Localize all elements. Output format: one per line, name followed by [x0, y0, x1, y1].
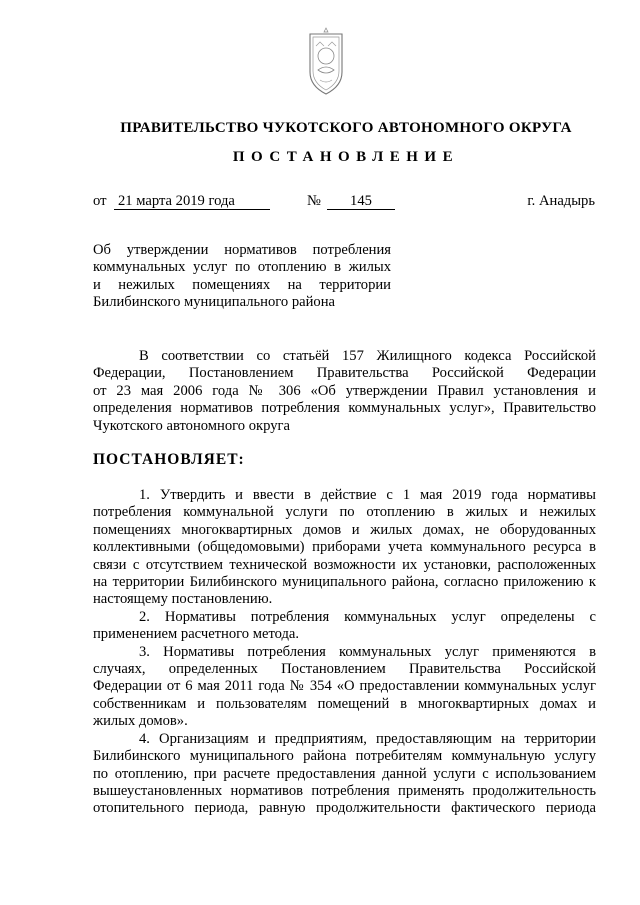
paragraph-line: вышеустановленных нормативов потребления применять продолжительность [93, 782, 596, 799]
paragraph-line: на территории Билибинского муниципального района, согласно приложению к [93, 574, 596, 591]
resolve-heading: ПОСТАНОВЛЯЕТ: [93, 451, 245, 468]
paragraph-line: помещениях многоквартирных домов и жилых домах, не оборудованных [93, 521, 596, 538]
preamble-line: Чукотского автономного округа [93, 417, 290, 434]
document-date: 21 марта 2019 года [114, 194, 270, 210]
paragraph-4 [93, 731, 596, 818]
paragraph-line: жилых домов». [93, 713, 188, 730]
paragraph-line: 1. Утвердить и ввести в действие с 1 мая 2019 года нормативы [139, 487, 596, 503]
number-sign: № [307, 193, 321, 209]
subject-block [93, 242, 391, 312]
subject-line: и нежилых помещениях на территории [93, 276, 391, 293]
document-city: г. Анадырь [527, 193, 595, 209]
government-title: ПРАВИТЕЛЬСТВО ЧУКОТСКОГО АВТОНОМНОГО ОКРУГА [120, 120, 572, 136]
preamble-line: В соответствии со статьёй 157 Жилищного кодекса Российской [139, 348, 596, 364]
paragraph-line: случаях, определенных Постановлением Правительства Российской [93, 661, 596, 678]
paragraph-1 [93, 487, 596, 609]
subject-line: Билибинского муниципального района [93, 294, 335, 311]
paragraph-line: по отоплению, при расчете предоставления данной услуги с использованием [93, 765, 596, 782]
document-meta-row [93, 193, 595, 213]
document-number: 145 [327, 194, 395, 210]
paragraph-2 [93, 609, 596, 644]
subject-line: Об утверждении нормативов потребления [93, 242, 391, 258]
coat-of-arms-emblem [304, 24, 348, 104]
paragraph-line: применением расчетного метода. [93, 626, 300, 643]
paragraph-line: отопительного периода, равную продолжительности фактического периода [93, 800, 596, 817]
paragraph-line: связи с отсутствием технической возможности их установки, расположенных [93, 556, 596, 573]
subject-line: коммунальных услуг по отоплению в жилых [93, 259, 391, 276]
preamble-paragraph [93, 348, 596, 435]
preamble-line: определения нормативов потребления коммунальных услуг», Правительство [93, 400, 596, 417]
paragraph-line: 3. Нормативы потребления коммунальных услуг применяются в [139, 643, 596, 660]
document-body [93, 487, 596, 818]
document-type-heading: ПОСТАНОВЛЕНИЕ [232, 149, 460, 165]
date-prefix: от [93, 193, 107, 209]
number-field [327, 193, 395, 210]
paragraph-3 [93, 644, 596, 731]
paragraph-line: 2. Нормативы потребления коммунальных услуг определены с [139, 608, 596, 625]
paragraph-line: потребления коммунальной услуги по отоплению в жилых и нежилых [93, 504, 596, 521]
paragraph-line: собственникам и пользователям помещений в многоквартирных домах и [93, 695, 596, 712]
date-field [114, 193, 270, 210]
paragraph-line: Федерации от 6 мая 2011 года № 354 «О предоставлении коммунальных услуг [93, 678, 596, 695]
preamble-line: Федерации, Постановлением Правительства Российской Федерации [93, 365, 596, 382]
paragraph-line: коллективными (общедомовыми) приборами учета коммунального ресурса в [93, 539, 596, 556]
paragraph-line: 4. Организациям и предприятиям, предоставляющим на территории [139, 730, 596, 747]
paragraph-line: настоящему постановлению. [93, 591, 273, 608]
preamble-line: от 23 мая 2006 года № 306 «Об утверждении Правил установления и [93, 382, 596, 399]
paragraph-line: Билибинского муниципального района потребителям коммунальную услугу [93, 748, 596, 765]
